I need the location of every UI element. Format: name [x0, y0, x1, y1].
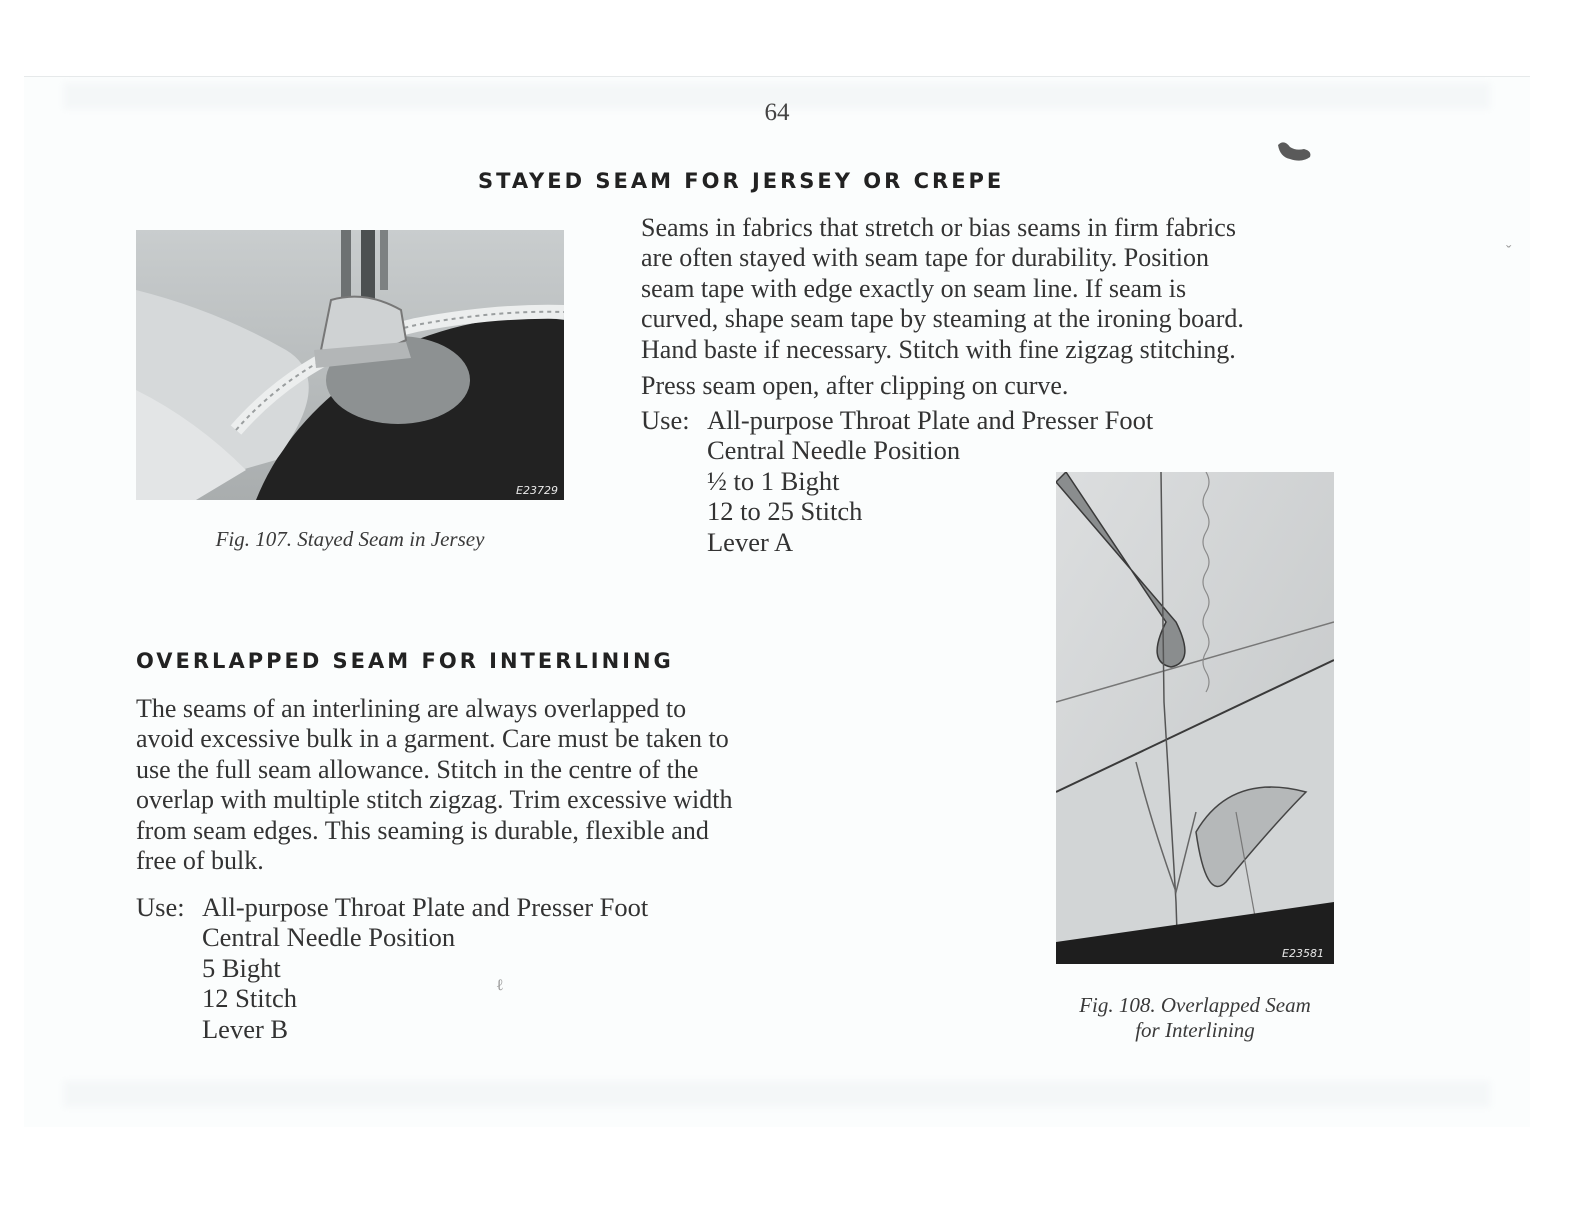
- overlapped-seam-settings: [136, 892, 648, 1044]
- paragraph-line: seam tape with edge exactly on seam line. If seam is: [641, 273, 1187, 303]
- setting-item: 12 to 25 Stitch: [707, 496, 863, 527]
- settings-row: [136, 892, 648, 922]
- figure-108-photo: [1056, 472, 1334, 964]
- paragraph-line: free of bulk.: [136, 846, 264, 876]
- figure-108-caption: [1046, 993, 1344, 1043]
- use-label: Use:: [136, 892, 185, 922]
- overlapped-seam-paragraph: [136, 694, 859, 876]
- setting-item: Lever B: [202, 1013, 289, 1044]
- page-number: 64: [764, 99, 790, 126]
- setting-item: Central Needle Position: [707, 435, 961, 466]
- paragraph-line: The seams of an interlining are always overlapped to: [136, 694, 687, 723]
- setting-item: ½ to 1 Bight: [707, 465, 840, 496]
- scan-speck: ˇ: [1506, 243, 1512, 260]
- paragraph-line: use the full seam allowance. Stitch in the centre of the: [136, 754, 699, 784]
- caption-line: Fig. 108. Overlapped Seam: [1079, 993, 1311, 1017]
- paragraph-line: are often stayed with seam tape for durability. Position: [641, 243, 1210, 273]
- heading-overlapped-seam: OVERLAPPED SEAM FOR INTERLINING: [136, 649, 674, 673]
- setting-item: Central Needle Position: [202, 922, 456, 953]
- paragraph-line: from seam edges. This seaming is durable, flexible and: [136, 815, 709, 845]
- paragraph-line: overlap with multiple stitch zigzag. Trim excessive width: [136, 785, 733, 815]
- figure-108-code: E23581: [1282, 947, 1324, 960]
- settings-row: [641, 405, 1153, 435]
- ink-blot: [1274, 139, 1316, 167]
- setting-item: 12 Stitch: [202, 983, 297, 1014]
- paragraph-line: Hand baste if necessary. Stitch with fine zigzag stitching.: [641, 334, 1236, 364]
- paragraph-line: avoid excessive bulk in a garment. Care must be taken to: [136, 724, 729, 754]
- book-page: [24, 76, 1530, 1127]
- scan-shadow-bottom: [64, 1081, 1490, 1107]
- caption-line: for Interlining: [1135, 1018, 1255, 1042]
- stayed-seam-paragraph: [641, 213, 1371, 401]
- setting-item: All-purpose Throat Plate and Presser Foot: [707, 405, 1154, 435]
- setting-item: All-purpose Throat Plate and Presser Foot: [202, 892, 649, 922]
- figure-107-photo: [136, 230, 564, 500]
- scan-speck: ℓ: [496, 977, 504, 994]
- figure-107-caption: Fig. 107. Stayed Seam in Jersey: [215, 527, 485, 551]
- setting-item: 5 Bight: [202, 952, 281, 983]
- paragraph-line: curved, shape seam tape by steaming at the ironing board.: [641, 304, 1244, 334]
- setting-item: Lever A: [707, 526, 794, 557]
- use-label: Use:: [641, 405, 690, 435]
- heading-stayed-seam: STAYED SEAM FOR JERSEY OR CREPE: [478, 169, 1005, 193]
- figure-107-code: E23729: [516, 484, 558, 497]
- paragraph-line: Press seam open, after clipping on curve.: [641, 371, 1069, 401]
- paragraph-line: Seams in fabrics that stretch or bias seams in firm fabrics: [641, 213, 1236, 242]
